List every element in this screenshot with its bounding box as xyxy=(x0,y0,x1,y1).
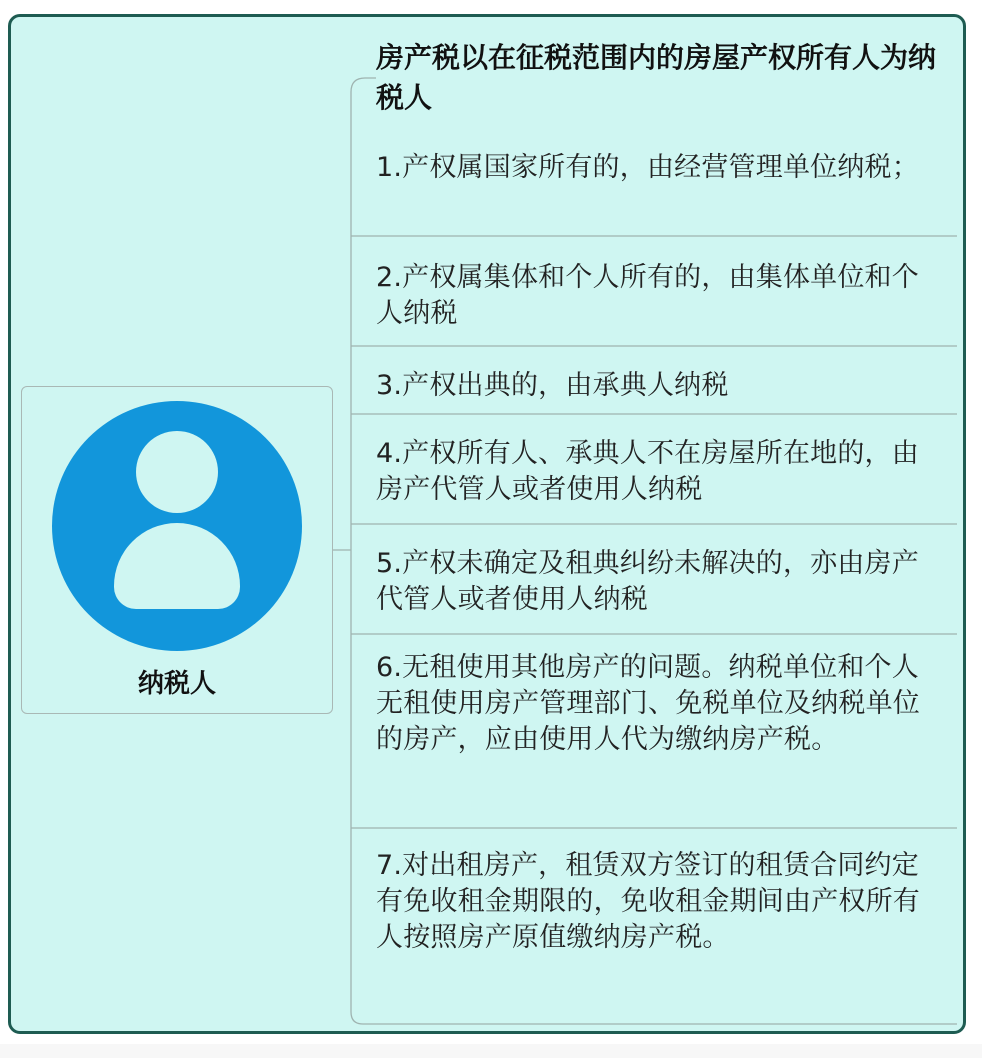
branch-item[interactable]: 3.产权出典的，由承典人纳税 xyxy=(376,370,729,401)
branch-item[interactable]: 4.产权所有人、承典人不在房屋所在地的，由房产代管人或者使用人纳税 xyxy=(376,438,919,505)
branch-title xyxy=(351,78,376,92)
branch-item[interactable]: 1.产权属国家所有的，由经营管理单位纳税； xyxy=(376,152,919,183)
avatar-head xyxy=(136,431,218,513)
branch-title-node[interactable]: 房产税以在征税范围内的房屋产权所有人为纳税人 xyxy=(376,41,937,114)
branch-item-7 xyxy=(351,1012,957,1024)
root-node[interactable] xyxy=(21,386,333,714)
avatar-body xyxy=(114,523,240,609)
branch-item[interactable]: 7.对出租房产，租赁双方签订的租赁合同约定有免收租金期限的，免收租金期间由产权所有人按照房产原值缴纳房产税。 xyxy=(376,850,920,953)
branch-item[interactable]: 6.无租使用其他房产的问题。纳税单位和个人无租使用房产管理部门、免税单位及纳税单位的房产，应由使用人代为缴纳房产税。 xyxy=(376,652,920,755)
root-label: 纳税人 xyxy=(137,669,216,699)
branch-item[interactable]: 5.产权未确定及租典纠纷未解决的，亦由房产代管人或者使用人纳税 xyxy=(376,548,919,615)
branch-item[interactable]: 2.产权属集体和个人所有的，由集体单位和个人纳税 xyxy=(376,262,919,329)
user-avatar-icon xyxy=(52,401,302,651)
